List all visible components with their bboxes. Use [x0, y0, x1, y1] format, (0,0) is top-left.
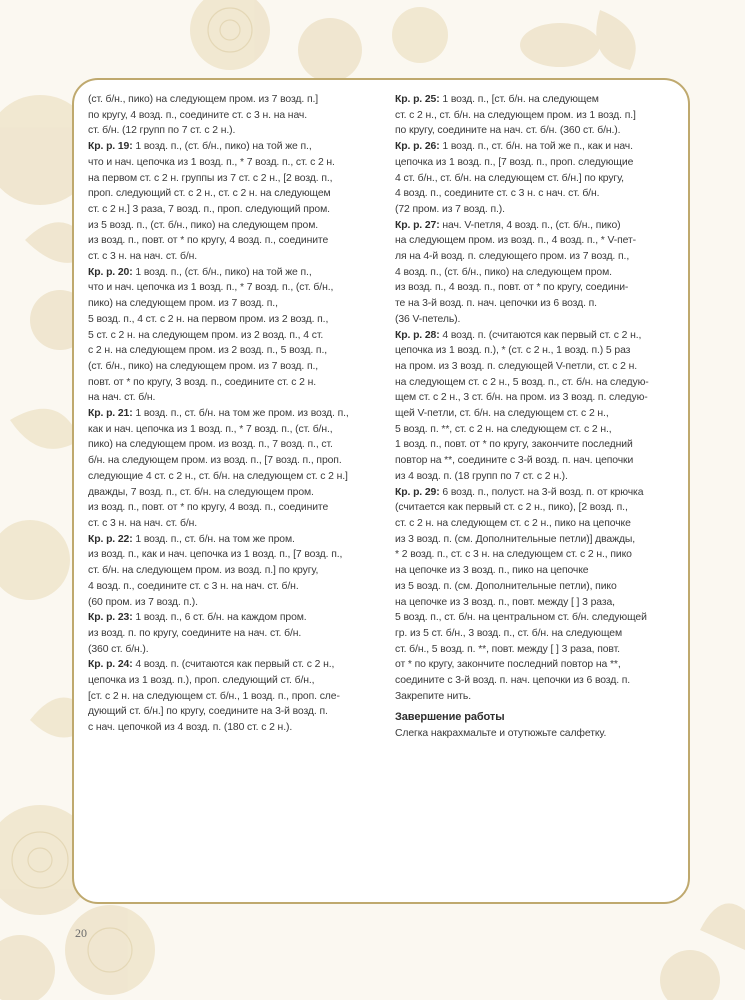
text-line: на нач. ст. б/н. — [88, 392, 156, 404]
text-line: 4 возд. п., соедините ст. с 3 н. с нач. ст. б/н. — [395, 188, 600, 200]
finish-text: Слегка накрахмальте и отутюжьте салфетку. — [395, 728, 607, 740]
text-line: на цепочке из 3 возд. п., пико на цепочке — [395, 565, 589, 577]
text-line: щей V-петли, ст. б/н. на следующем ст. с 2 н., — [395, 408, 609, 420]
row-23: Кр. р. 23: 1 возд. п., 6 ст. б/н. на каждом пром. — [88, 612, 307, 624]
text-line: пико) на следующем пром. из возд. п., 7 возд. п., ст. — [88, 439, 333, 451]
text-line: на следующем пром. из возд. п., 4 возд. п., * V-пет- — [395, 235, 637, 247]
text-line: от * по кругу, закончите последний повтор на **, — [395, 659, 621, 671]
text-line: из возд. п. по кругу, соедините на нач. ст. б/н. — [88, 627, 302, 639]
text-line: из возд. п., повт. от * по кругу, 4 возд. п., соедините — [88, 502, 329, 514]
text-line: те на 3-й возд. п. нач. цепочки из 6 возд. п. — [395, 298, 597, 310]
text-line: на следующем ст. с 2 н., 5 возд. п., ст. б/н. на следую- — [395, 376, 649, 388]
text-line: (72 пром. из 7 возд. п.). — [395, 203, 505, 215]
row-22: Кр. р. 22: 1 возд. п., ст. б/н. на том же пром. — [88, 533, 295, 545]
text-line: повтор на **, соедините с 3-й возд. п. нач. цепочки — [395, 455, 634, 467]
left-column — [88, 92, 376, 736]
text-line: дважды, 7 возд. п., ст. б/н. на следующем пром. — [88, 486, 314, 498]
text-line: пико) на следующем пром. из 7 возд. п., — [88, 298, 278, 310]
text-line: ст. б/н. на следующем пром. из возд. п.] по кругу, — [88, 565, 319, 577]
text-line: ст. б/н. (12 групп по 7 ст. с 2 н.). — [88, 125, 236, 137]
text-line: на первом ст. с 2 н. группы из 7 ст. с 2 н., [2 возд. п., — [88, 172, 333, 184]
text-line: с нач. цепочкой из 4 возд. п. (180 ст. с 2 н.). — [88, 722, 293, 734]
text-line: с 2 н. на следующем пром. из 2 возд. п., 5 возд. п., — [88, 345, 328, 357]
text-line: б/н. на следующем пром. из возд. п., [7 возд. п., проп. — [88, 455, 342, 467]
text-line: по кругу, 4 возд. п., соедините ст. с 3 н. на нач. — [88, 109, 307, 121]
text-line: дующий ст. б/н.] по кругу, соедините на 3-й возд. п. — [88, 706, 328, 718]
text-line: 5 возд. п., ст. б/н. на центральном ст. б/н. следующей — [395, 612, 647, 624]
text-line: из возд. п., как и нач. цепочка из 1 возд. п., [7 возд. п., — [88, 549, 343, 561]
text-line: ст. б/н., 5 возд. п. **, повт. между [ ] 3 раза, повт. — [395, 643, 620, 655]
text-line: из 4 возд. п. (18 групп по 7 ст. с 2 н.). — [395, 470, 568, 482]
text-line: (60 пром. из 7 возд. п.). — [88, 596, 198, 608]
text-line: (360 ст. б/н.). — [88, 643, 149, 655]
text-line: (ст. б/н., пико) на следующем пром. из 7 возд. п., — [88, 360, 319, 372]
text-line: 5 возд. п. **, ст. с 2 н. на следующем ст. с 2 н., — [395, 423, 612, 435]
text-line: 5 ст. с 2 н. на следующем пром. из 2 возд. п., 4 ст. — [88, 329, 324, 341]
row-29: Кр. р. 29: 6 возд. п., полуст. на 3-й возд. п. от крючка — [395, 486, 644, 498]
text-line: на цепочке из 3 возд. п., повт. между [ ] 3 раза, — [395, 596, 615, 608]
text-line: 4 возд. п., соедините ст. с 3 н. на нач. ст. б/н. — [88, 580, 299, 592]
text-line: ст. с 2 н.] 3 раза, 7 возд. п., проп. следующий пром. — [88, 203, 330, 215]
row-27: Кр. р. 27: нач. V-петля, 4 возд. п., (ст. б/н., пико) — [395, 219, 621, 231]
page-number: 20 — [75, 926, 87, 940]
text-line: из возд. п., повт. от * по кругу, 4 возд. п., соедините — [88, 235, 329, 247]
text-line: ст. с 2 н. на следующем ст. с 2 н., пико на цепочке — [395, 517, 631, 529]
text-line: [ст. с 2 н. на следующем ст. б/н., 1 возд. п., проп. сле- — [88, 690, 340, 702]
text-line: (считается как первый ст. с 2 н., пико), [2 возд. п., — [395, 502, 628, 514]
text-line: из 5 возд. п. (см. Дополнительные петли), пико — [395, 580, 617, 592]
text-line: ст. с 2 н., ст. б/н. на следующем пром. из 1 возд. п.] — [395, 109, 636, 121]
text-line: ля на 4-й возд. п. следующего пром. из 7 возд. п., — [395, 251, 630, 263]
text-line: ст. с 3 н. на нач. ст. б/н. — [88, 251, 198, 263]
text-line: как и нач. цепочка из 1 возд. п., * 7 возд. п., (ст. б/н., — [88, 423, 333, 435]
text-line: (ст. б/н., пико) на следующем пром. из 7 возд. п.] — [88, 94, 319, 105]
row-24: Кр. р. 24: 4 возд. п. (считаются как первый ст. с 2 н., — [88, 659, 335, 671]
text-line: цепочка из 1 возд. п.), проп. следующий ст. б/н., — [88, 675, 315, 687]
row-25: Кр. р. 25: 1 возд. п., [ст. б/н. на следующем — [395, 94, 599, 105]
text-line: 5 возд. п., 4 ст. с 2 н. на первом пром. из 2 возд. п., — [88, 313, 329, 325]
text-line: на пром. из 3 возд. п. следующей V-петли, ст. с 2 н. — [395, 360, 638, 372]
row-19: Кр. р. 19: 1 возд. п., (ст. б/н., пико) на той же п., — [88, 141, 312, 153]
text-line: 1 возд. п., повт. от * по кругу, закончите последний — [395, 439, 633, 451]
text-line: 4 возд. п., (ст. б/н., пико) на следующем пром. — [395, 266, 612, 278]
text-line: проп. следующий ст. с 2 н., ст. с 2 н. на следующем — [88, 188, 331, 200]
text-line: что и нач. цепочка из 1 возд. п., * 7 возд. п., ст. с 2 н. — [88, 156, 335, 168]
text-line: следующие 4 ст. с 2 н., ст. б/н. на следующем ст. с 2 н.] — [88, 470, 348, 482]
text-line: ст. с 3 н. на нач. ст. б/н. — [88, 517, 198, 529]
section-heading-finish: Завершение работы — [395, 711, 505, 724]
text-line: цепочка из 1 возд. п., [7 возд. п., проп. следующие — [395, 156, 634, 168]
right-column — [395, 92, 683, 742]
text-line: * 2 возд. п., ст. с 3 н. на следующем ст. с 2 н., пико — [395, 549, 632, 561]
text-line: из возд. п., 4 возд. п., повт. от * по кругу, соедини- — [395, 282, 629, 294]
text-line: (36 V-петель). — [395, 313, 461, 325]
row-28: Кр. р. 28: 4 возд. п. (считаются как первый ст. с 2 н., — [395, 329, 642, 341]
text-line: цепочка из 1 возд. п.), * (ст. с 2 н., 1 возд. п.) 5 раз — [395, 345, 631, 357]
text-line: по кругу, соедините на нач. ст. б/н. (360 ст. б/н.). — [395, 125, 621, 137]
text-line: из 3 возд. п. (см. Дополнительные петли)] дважды, — [395, 533, 636, 545]
text-line: Закрепите нить. — [395, 690, 471, 702]
row-26: Кр. р. 26: 1 возд. п., ст. б/н. на той же п., как и нач. — [395, 141, 633, 153]
row-21: Кр. р. 21: 1 возд. п., ст. б/н. на том же пром. из возд. п., — [88, 408, 349, 420]
text-line: 4 ст. б/н., ст. б/н. на следующем ст. б/н.] по кругу, — [395, 172, 624, 184]
row-20: Кр. р. 20: 1 возд. п., (ст. б/н., пико) на той же п., — [88, 266, 312, 278]
text-line: соедините с 3-й возд. п. нач. цепочки из 6 возд. п. — [395, 675, 631, 687]
text-line: из 5 возд. п., (ст. б/н., пико) на следующем пром. — [88, 219, 319, 231]
text-line: повт. от * по кругу, 3 возд. п., соедините ст. с 2 н. — [88, 376, 317, 388]
text-line: щем ст. с 2 н., 3 ст. б/н. на пром. из 3 возд. п. следую- — [395, 392, 648, 404]
text-line: что и нач. цепочка из 1 возд. п., * 7 возд. п., (ст. б/н., — [88, 282, 334, 294]
text-line: гр. из 5 ст. б/н., 3 возд. п., ст. б/н. на следующем — [395, 627, 623, 639]
